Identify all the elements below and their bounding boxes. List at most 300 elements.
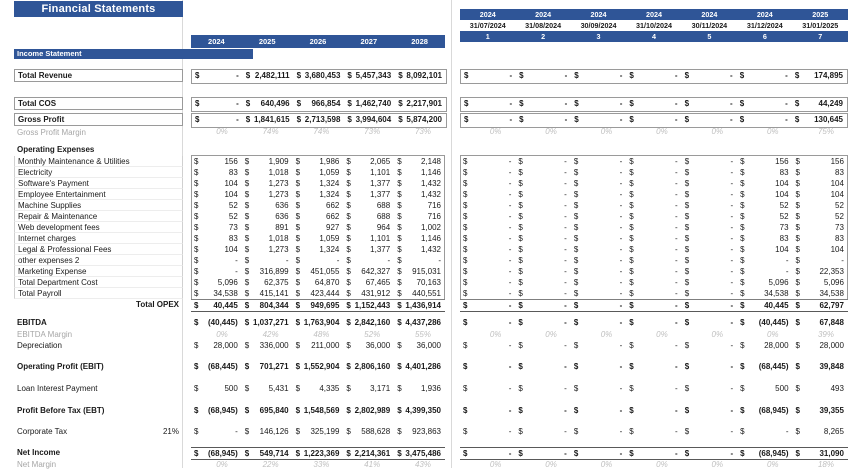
monthly-cell-profit-before-tax-5 [682, 405, 737, 416]
monthly-cell-softwares-payment-2 [515, 178, 570, 189]
annual-cell-legal-professional-fees-5 [394, 244, 445, 255]
currency-symbol: $ [629, 71, 634, 80]
currency-symbol: $ [795, 341, 800, 350]
currency-symbol: $ [629, 179, 634, 188]
currency-symbol: $ [295, 449, 301, 458]
monthly-cell-operating-profit-1 [460, 361, 515, 372]
monthly-cell-total-opex-6 [737, 300, 792, 311]
currency-symbol: $ [397, 256, 402, 265]
cell-value: - [508, 362, 512, 371]
currency-symbol: $ [740, 179, 745, 188]
cell-value: - [508, 301, 512, 310]
cell-value: 52 [228, 201, 238, 210]
cell-value: - [619, 278, 623, 287]
annual-cell-marketing-expense-3 [293, 266, 344, 277]
cell-value: - [730, 449, 734, 458]
cell-value: 104 [830, 179, 844, 188]
currency-symbol: $ [740, 406, 745, 415]
currency-symbol: $ [795, 234, 800, 243]
cell-value: - [508, 341, 512, 350]
cell-value: 156 [224, 157, 238, 166]
monthly-cell-total-cos-6 [737, 98, 792, 111]
monthly-col-period-7: 7 [818, 32, 823, 41]
annual-cell-total-cos-1 [192, 98, 243, 111]
currency-symbol: $ [397, 301, 402, 310]
cell-value: 34,538 [819, 289, 844, 298]
annual-cell-employee-entertainment-4 [343, 189, 394, 200]
cell-value: - [508, 201, 512, 210]
cell-value: - [564, 201, 567, 210]
currency-symbol: $ [244, 157, 250, 166]
currency-symbol: $ [346, 168, 351, 177]
cell-value: - [730, 223, 734, 232]
annual-cell-net-income-1 [191, 448, 242, 459]
currency-symbol: $ [739, 115, 745, 124]
cell-value: 104 [224, 190, 238, 199]
currency-symbol: $ [244, 234, 250, 243]
cell-value: - [619, 157, 623, 166]
row-label-other_expenses_2: other expenses 2 [14, 255, 183, 266]
monthly-cell-monthly-maintenance-5 [682, 156, 737, 167]
cell-value: - [675, 341, 678, 350]
annual-cell-other-expenses-2-2 [242, 255, 293, 266]
currency-symbol: $ [573, 179, 579, 188]
monthly-row-electricity [460, 167, 848, 178]
currency-symbol: $ [244, 256, 250, 265]
currency-symbol: $ [397, 245, 402, 254]
cell-value: - [564, 449, 567, 458]
currency-symbol: $ [573, 267, 579, 276]
cell-value: - [619, 406, 623, 415]
monthly-cell-machine-supplies-1 [460, 200, 515, 211]
monthly-cell-web-development-fees-2 [515, 222, 570, 233]
monthly-cell-ebitda-2 [515, 317, 570, 328]
monthly-col-year-5: 2024 [701, 10, 718, 19]
currency-symbol: $ [684, 406, 690, 415]
annual-cell-total-revenue-1 [192, 70, 243, 83]
currency-symbol: $ [794, 115, 800, 124]
currency-symbol: $ [518, 168, 523, 177]
monthly-row-corporate-tax [460, 426, 848, 437]
monthly-cell-total-payroll-5 [682, 288, 737, 299]
annual-cell-electricity-5 [394, 167, 445, 178]
annual-cell-other-expenses-2-5 [394, 255, 445, 266]
monthly-row-total-department-cost [460, 277, 848, 288]
currency-symbol: $ [740, 362, 745, 371]
cell-value: (68,945) [758, 449, 789, 458]
annual-cell-electricity-2 [242, 167, 293, 178]
annual-cell-repair-maintenance-5 [394, 211, 445, 222]
currency-symbol: $ [684, 212, 690, 221]
currency-symbol: $ [245, 115, 251, 124]
currency-symbol: $ [518, 157, 523, 166]
annual-cell-machine-supplies-1 [191, 200, 242, 211]
currency-symbol: $ [740, 168, 745, 177]
monthly-col-period-5: 5 [707, 32, 712, 41]
cell-value: 2,065 [370, 157, 391, 166]
cell-value: 4,335 [319, 384, 340, 393]
cell-value: 104 [224, 245, 238, 254]
cell-value: 67,465 [365, 278, 391, 287]
monthly-row-ebitda-margin [460, 329, 848, 340]
cell-value: - [730, 318, 734, 327]
annual-cell-ebitda-margin-3: 48% [313, 330, 330, 339]
cell-value: - [508, 157, 512, 166]
monthly-cell-softwares-payment-3 [571, 178, 626, 189]
cell-value: 4,437,286 [405, 318, 441, 327]
cell-value: - [509, 99, 513, 108]
currency-symbol: $ [244, 179, 250, 188]
monthly-cell-loan-interest-payment-4 [626, 383, 681, 394]
currency-symbol: $ [573, 168, 579, 177]
cell-value: 1,002 [420, 223, 441, 232]
cell-value: - [619, 256, 623, 265]
currency-symbol: $ [573, 234, 579, 243]
monthly-cell-legal-professional-fees-2 [515, 244, 570, 255]
currency-symbol: $ [346, 427, 351, 436]
annual-cell-other-expenses-2-1 [191, 255, 242, 266]
cell-value: - [508, 449, 512, 458]
cell-value: 1,018 [268, 234, 289, 243]
currency-symbol: $ [244, 278, 250, 287]
monthly-cell-web-development-fees-5 [682, 222, 737, 233]
currency-symbol: $ [295, 427, 301, 436]
annual-row-total-payroll [191, 288, 445, 299]
monthly-cell-marketing-expense-1 [460, 266, 515, 277]
currency-symbol: $ [244, 301, 250, 310]
cell-value: - [730, 384, 734, 393]
monthly-col-period-1: 1 [485, 32, 490, 41]
monthly-cell-other-expenses-2-7 [793, 255, 848, 266]
annual-cell-machine-supplies-2 [242, 200, 293, 211]
currency-symbol: $ [463, 179, 468, 188]
annual-cell-net-margin-1: 0% [216, 460, 228, 469]
cell-value: 67,848 [819, 318, 844, 327]
currency-symbol: $ [194, 179, 199, 188]
monthly-cell-corporate-tax-3 [571, 426, 626, 437]
monthly-cell-ebitda-margin-3: 0% [600, 330, 613, 339]
cell-value: (40,445) [758, 318, 789, 327]
monthly-col-date-1: 31/07/2024 [469, 21, 506, 30]
currency-symbol: $ [463, 212, 468, 221]
monthly-cell-ebitda-1 [460, 317, 515, 328]
cell-value: 3,171 [370, 384, 391, 393]
currency-symbol: $ [573, 427, 579, 436]
cell-value: - [564, 406, 567, 415]
currency-symbol: $ [244, 318, 250, 327]
cell-value: - [508, 256, 512, 265]
currency-symbol: $ [464, 115, 469, 124]
currency-symbol: $ [684, 190, 690, 199]
cell-value: - [785, 256, 789, 265]
cell-value: 1,432 [420, 179, 441, 188]
currency-symbol: $ [573, 201, 579, 210]
annual-cell-marketing-expense-4 [343, 266, 394, 277]
currency-symbol: $ [519, 71, 524, 80]
currency-symbol: $ [518, 318, 523, 327]
cell-value: - [508, 179, 512, 188]
monthly-row-total-revenue [460, 69, 848, 84]
cell-value: - [619, 99, 623, 108]
row-label-total_department_cost: Total Department Cost [14, 277, 183, 288]
annual-row-repair-maintenance [191, 211, 445, 222]
annual-cell-operating-profit-1 [191, 361, 242, 372]
currency-symbol: $ [296, 99, 302, 108]
monthly-cell-legal-professional-fees-5 [682, 244, 737, 255]
currency-symbol: $ [295, 384, 301, 393]
currency-symbol: $ [397, 427, 402, 436]
annual-cell-profit-before-tax-4 [343, 405, 394, 416]
currency-symbol: $ [194, 318, 199, 327]
monthly-cell-net-margin-1: 0% [489, 460, 502, 469]
cell-value: - [508, 168, 512, 177]
currency-symbol: $ [795, 157, 800, 166]
currency-symbol: $ [573, 256, 579, 265]
cell-value: - [675, 289, 678, 298]
cell-value: 156 [830, 157, 844, 166]
currency-symbol: $ [463, 190, 468, 199]
currency-symbol: $ [684, 115, 690, 124]
currency-symbol: $ [573, 384, 579, 393]
monthly-cell-total-cos-4 [626, 98, 681, 111]
annual-cell-loan-interest-payment-5 [394, 383, 445, 394]
annual-cell-corporate-tax-4 [343, 426, 394, 437]
currency-symbol: $ [194, 406, 199, 415]
cell-value: - [619, 267, 623, 276]
cell-value: - [438, 256, 441, 265]
cell-value: 104 [830, 245, 844, 254]
cell-value: 83 [228, 168, 238, 177]
cell-value: 1,037,271 [253, 318, 289, 327]
monthly-row-other-expenses-2 [460, 255, 848, 266]
monthly-cell-gross-profit-margin-5: 0% [711, 127, 724, 136]
monthly-cell-marketing-expense-7 [793, 266, 848, 277]
currency-symbol: $ [518, 245, 523, 254]
monthly-col-year-3: 2024 [590, 10, 607, 19]
annual-cell-web-development-fees-1 [191, 222, 242, 233]
annual-cell-net-income-3 [293, 448, 344, 459]
cell-value: 1,432 [420, 190, 441, 199]
cell-value: - [619, 289, 623, 298]
annual-cell-repair-maintenance-2 [242, 211, 293, 222]
row-label-ebitda_margin: EBITDA Margin [17, 330, 73, 339]
annual-cell-total-department-cost-5 [394, 277, 445, 288]
row-label-machine_supplies: Machine Supplies [14, 200, 183, 211]
currency-symbol: $ [463, 449, 468, 458]
currency-symbol: $ [244, 212, 250, 221]
cell-value: - [564, 289, 567, 298]
cell-value: - [730, 212, 734, 221]
currency-symbol: $ [519, 99, 524, 108]
monthly-cell-total-cos-7 [792, 98, 847, 111]
currency-symbol: $ [295, 223, 301, 232]
currency-symbol: $ [244, 289, 250, 298]
annual-cell-depreciation-5 [394, 340, 445, 351]
monthly-cell-total-department-cost-1 [460, 277, 515, 288]
cell-value: - [619, 245, 623, 254]
annual-cell-total-department-cost-2 [242, 277, 293, 288]
monthly-cell-operating-profit-6 [737, 361, 792, 372]
cell-value: - [564, 115, 568, 124]
cell-value: - [730, 99, 733, 108]
cell-value: 336,000 [259, 341, 289, 350]
currency-symbol: $ [194, 223, 199, 232]
monthly-cell-net-income-7 [793, 448, 848, 459]
cell-value: 2,806,160 [354, 362, 391, 371]
monthly-cell-net-income-4 [626, 448, 681, 459]
currency-symbol: $ [194, 449, 199, 458]
cell-value: 52 [779, 201, 789, 210]
monthly-cell-internet-charges-2 [515, 233, 570, 244]
cell-value: (68,445) [758, 362, 789, 371]
cell-value: 1,552,904 [303, 362, 340, 371]
currency-symbol: $ [795, 212, 800, 221]
cell-value: 1,936 [420, 384, 441, 393]
cell-value: - [675, 384, 678, 393]
monthly-cell-loan-interest-payment-6 [737, 383, 792, 394]
currency-symbol: $ [795, 362, 800, 371]
currency-symbol: $ [795, 179, 800, 188]
currency-symbol: $ [795, 168, 800, 177]
annual-cell-gross-profit-margin-4: 73% [364, 127, 381, 136]
currency-symbol: $ [463, 223, 468, 232]
annual-row-internet-charges [191, 233, 445, 244]
currency-symbol: $ [629, 234, 634, 243]
monthly-col-year-2: 2024 [535, 10, 552, 19]
monthly-cell-monthly-maintenance-1 [460, 156, 515, 167]
monthly-cell-ebitda-margin-1: 0% [489, 330, 502, 339]
monthly-row-total-cos [460, 97, 848, 112]
currency-symbol: $ [397, 201, 402, 210]
currency-symbol: $ [397, 289, 402, 298]
cell-value: 28,000 [213, 341, 238, 350]
monthly-cell-depreciation-2 [515, 340, 570, 351]
annual-cell-loan-interest-payment-2 [242, 383, 293, 394]
row-label-opex_head: Operating Expenses [17, 145, 95, 154]
monthly-cell-machine-supplies-7 [793, 200, 848, 211]
currency-symbol: $ [195, 99, 200, 108]
cell-value: 28,000 [764, 341, 789, 350]
cell-value: 36,000 [365, 341, 391, 350]
annual-cell-total-payroll-1 [191, 288, 242, 299]
monthly-cell-ebitda-5 [682, 317, 737, 328]
monthly-cell-operating-profit-7 [793, 361, 848, 372]
cell-value: - [508, 318, 512, 327]
monthly-cell-electricity-4 [626, 167, 681, 178]
monthly-cell-depreciation-6 [737, 340, 792, 351]
currency-symbol: $ [463, 201, 468, 210]
monthly-row-ebitda [460, 317, 848, 328]
currency-symbol: $ [740, 223, 745, 232]
currency-symbol: $ [347, 115, 352, 124]
cell-value: 1,101 [370, 168, 391, 177]
annual-row-electricity [191, 167, 445, 178]
cell-value: - [508, 190, 512, 199]
monthly-cell-marketing-expense-5 [682, 266, 737, 277]
annual-cell-repair-maintenance-4 [343, 211, 394, 222]
cell-value: 22,353 [819, 267, 844, 276]
currency-symbol: $ [684, 362, 690, 371]
currency-symbol: $ [740, 245, 745, 254]
annual-col-header-5: 2028 [411, 37, 428, 46]
currency-symbol: $ [684, 301, 690, 310]
annual-cell-electricity-3 [293, 167, 344, 178]
monthly-cell-ebitda-margin-5: 0% [711, 330, 724, 339]
cell-value: 423,444 [310, 289, 340, 298]
monthly-cell-repair-maintenance-1 [460, 211, 515, 222]
currency-symbol: $ [795, 245, 800, 254]
monthly-cell-corporate-tax-2 [515, 426, 570, 437]
cell-value: 1,324 [319, 245, 340, 254]
currency-symbol: $ [518, 223, 523, 232]
annual-cell-internet-charges-1 [191, 233, 242, 244]
annual-cell-total-revenue-3 [294, 70, 345, 83]
monthly-row-total-payroll [460, 288, 848, 299]
cell-value: - [564, 190, 567, 199]
annual-cell-loan-interest-payment-4 [343, 383, 394, 394]
monthly-cell-employee-entertainment-4 [626, 189, 681, 200]
currency-symbol: $ [194, 245, 199, 254]
currency-symbol: $ [573, 341, 579, 350]
cell-value: - [619, 190, 623, 199]
currency-symbol: $ [463, 278, 468, 287]
monthly-cell-corporate-tax-5 [682, 426, 737, 437]
cell-value: - [508, 212, 512, 221]
currency-symbol: $ [194, 427, 199, 436]
currency-symbol: $ [244, 267, 250, 276]
cell-value: - [564, 318, 567, 327]
currency-symbol: $ [244, 190, 250, 199]
cell-value: - [675, 201, 678, 210]
monthly-cell-total-department-cost-6 [737, 277, 792, 288]
monthly-cell-total-revenue-7 [792, 70, 847, 83]
annual-row-softwares-payment [191, 178, 445, 189]
cell-value: 73 [228, 223, 238, 232]
currency-symbol: $ [795, 449, 800, 458]
cell-value: - [564, 223, 567, 232]
currency-symbol: $ [296, 115, 302, 124]
currency-symbol: $ [740, 384, 745, 393]
cell-value: 83 [779, 168, 789, 177]
cell-value: 316,899 [259, 267, 289, 276]
currency-symbol: $ [795, 318, 800, 327]
currency-symbol: $ [397, 168, 402, 177]
cell-value: - [619, 384, 623, 393]
monthly-cell-total-payroll-1 [460, 288, 515, 299]
currency-symbol: $ [629, 115, 634, 124]
cell-value: - [785, 115, 788, 124]
currency-symbol: $ [740, 318, 745, 327]
monthly-cell-ebitda-margin-7: 39% [817, 330, 834, 339]
cell-value: - [785, 267, 789, 276]
monthly-cell-electricity-3 [571, 167, 626, 178]
annual-cell-ebitda-margin-2: 42% [262, 330, 279, 339]
cell-value: - [508, 278, 512, 287]
currency-symbol: $ [740, 201, 745, 210]
cell-value: - [564, 278, 567, 287]
page-title: Financial Statements [14, 1, 183, 17]
monthly-cell-legal-professional-fees-4 [626, 244, 681, 255]
annual-cell-total-department-cost-3 [293, 277, 344, 288]
cell-value: 716 [427, 201, 441, 210]
monthly-col-period-3: 3 [596, 32, 601, 41]
annual-cell-operating-profit-2 [242, 361, 293, 372]
currency-symbol: $ [629, 212, 634, 221]
currency-symbol: $ [573, 318, 579, 327]
cell-value: 1,273 [268, 245, 289, 254]
currency-symbol: $ [629, 223, 634, 232]
annual-col-header-2: 2025 [258, 37, 276, 46]
